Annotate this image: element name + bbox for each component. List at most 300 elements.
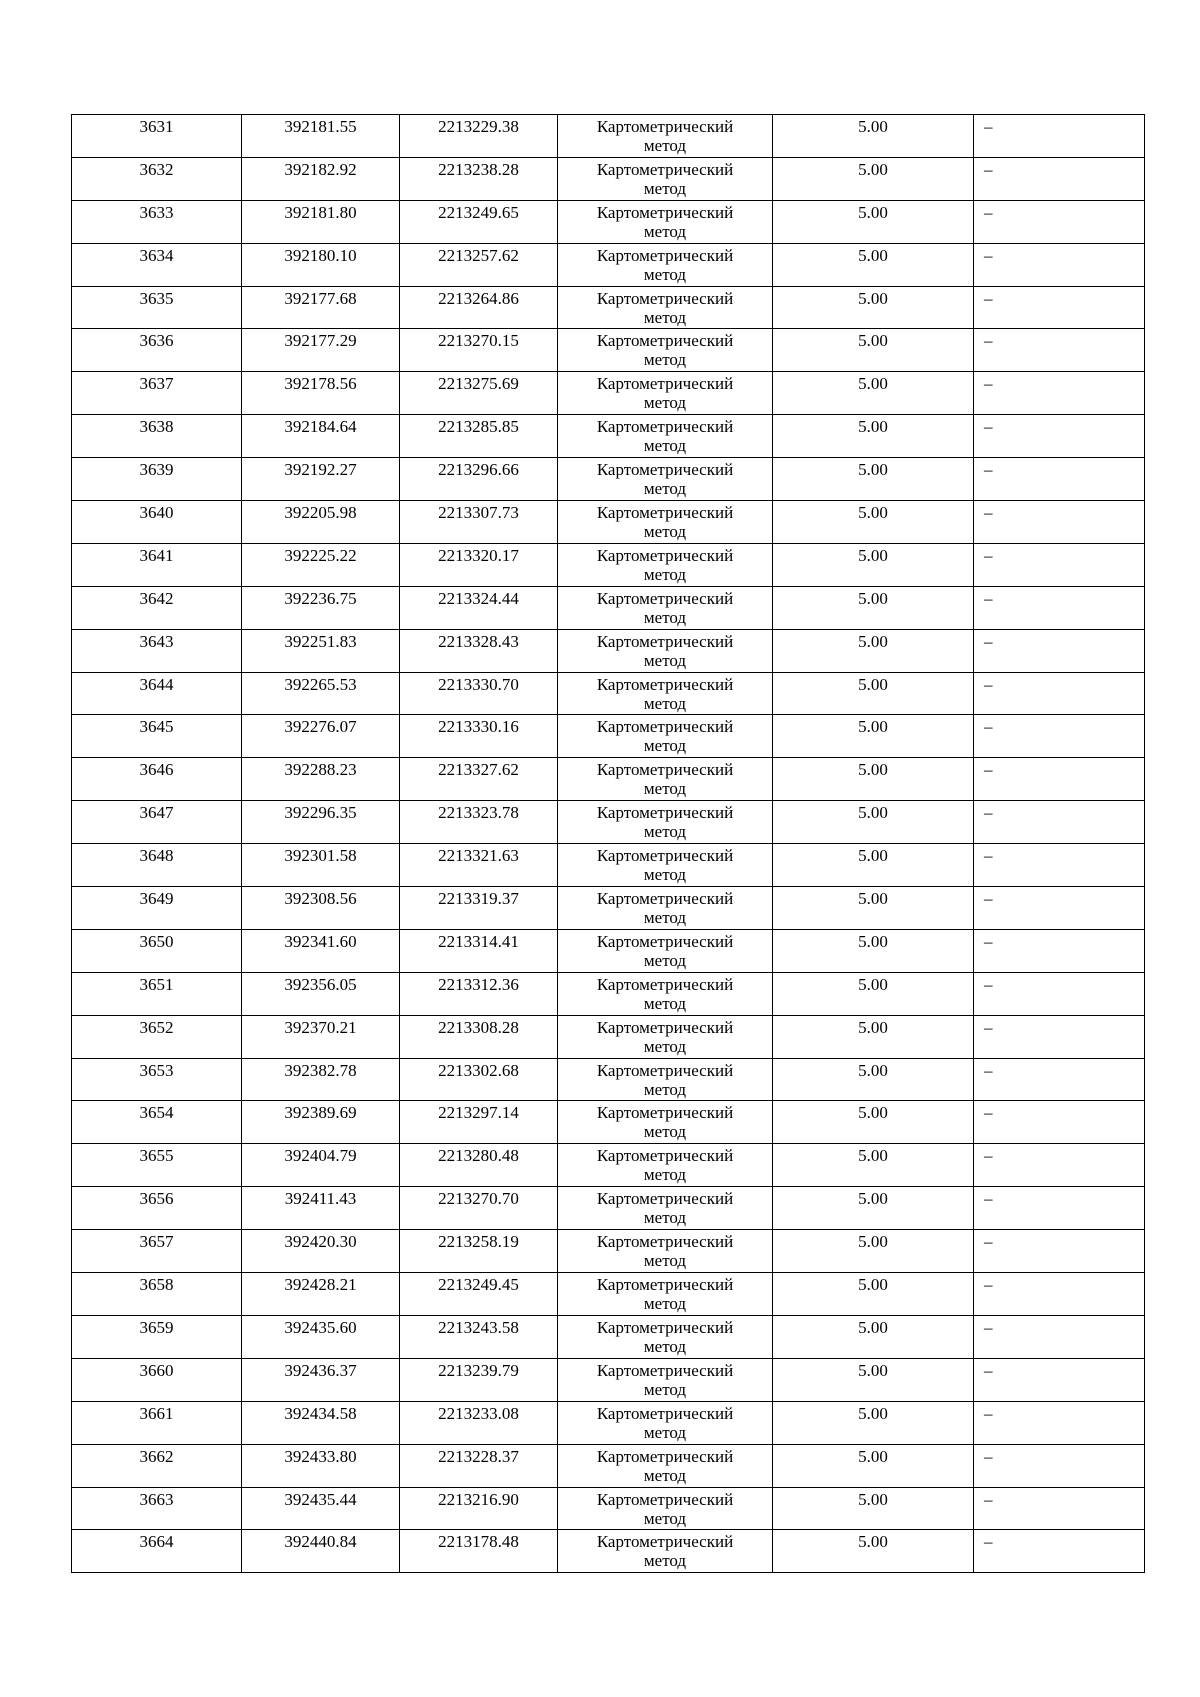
y-coordinate-cell	[400, 801, 558, 844]
y-coordinate-cell	[400, 1058, 558, 1101]
table-row	[72, 929, 1145, 972]
accuracy-cell	[773, 1530, 974, 1573]
method-line-2: метод	[643, 650, 687, 670]
point-number-text: 3634	[139, 245, 174, 265]
method-cell	[558, 715, 773, 758]
x-coordinate-text: 392192.27	[284, 460, 357, 480]
table-row	[72, 1358, 1145, 1401]
accuracy-cell	[773, 1144, 974, 1187]
method-line-2: метод	[643, 736, 687, 756]
method-cell	[558, 586, 773, 629]
accuracy-text: 5.00	[858, 117, 888, 136]
description-text: –	[984, 1146, 993, 1166]
x-coordinate-cell	[242, 286, 400, 329]
table-row	[72, 1144, 1145, 1187]
point-number-text: 3655	[139, 1146, 174, 1166]
x-coordinate-text: 392177.29	[284, 331, 357, 351]
description-cell	[974, 1101, 1145, 1144]
method-line-1: Картометрический	[596, 460, 734, 480]
table-row	[72, 286, 1145, 329]
x-coordinate-text: 392181.80	[284, 202, 357, 222]
x-coordinate-cell	[242, 758, 400, 801]
method-cell	[558, 929, 773, 972]
method-line-2: метод	[643, 479, 687, 499]
x-coordinate-text: 392177.68	[284, 288, 357, 308]
y-coordinate-text: 2213243.58	[438, 1317, 519, 1337]
accuracy-cell	[773, 1315, 974, 1358]
point-number-cell	[72, 501, 242, 544]
method-line-1: Картометрический	[596, 202, 734, 222]
method-line-2: метод	[643, 779, 687, 799]
y-coordinate-cell	[400, 586, 558, 629]
method-line-1: Картометрический	[596, 803, 734, 823]
x-coordinate-cell	[242, 972, 400, 1015]
method-line-2: метод	[643, 136, 687, 155]
point-number-text: 3640	[139, 503, 174, 523]
x-coordinate-text: 392205.98	[284, 503, 357, 523]
table-row	[72, 1315, 1145, 1358]
point-number-text: 3638	[139, 417, 174, 437]
x-coordinate-cell	[242, 1101, 400, 1144]
point-number-cell	[72, 1315, 242, 1358]
method-cell	[558, 1444, 773, 1487]
accuracy-text: 5.00	[858, 245, 888, 265]
method-line-2: метод	[643, 1036, 687, 1056]
accuracy-text: 5.00	[858, 1275, 888, 1295]
y-coordinate-cell	[400, 115, 558, 158]
description-text: –	[984, 1275, 993, 1295]
description-text: –	[984, 974, 993, 994]
table-row	[72, 458, 1145, 501]
x-coordinate-text: 392436.37	[284, 1360, 357, 1380]
accuracy-text: 5.00	[858, 803, 888, 823]
description-cell	[974, 200, 1145, 243]
x-coordinate-text: 392434.58	[284, 1403, 357, 1423]
method-line-2: метод	[643, 993, 687, 1013]
method-cell	[558, 758, 773, 801]
method-line-2: метод	[643, 1079, 687, 1099]
y-coordinate-cell	[400, 1144, 558, 1187]
y-coordinate-cell	[400, 1187, 558, 1230]
description-cell	[974, 758, 1145, 801]
method-cell	[558, 1358, 773, 1401]
method-line-1: Картометрический	[596, 1103, 734, 1123]
method-cell	[558, 672, 773, 715]
table-row	[72, 887, 1145, 930]
y-coordinate-text: 2213285.85	[438, 417, 519, 437]
point-number-cell	[72, 243, 242, 286]
accuracy-cell	[773, 286, 974, 329]
table-row	[72, 972, 1145, 1015]
method-line-1: Картометрический	[596, 374, 734, 394]
accuracy-text: 5.00	[858, 545, 888, 565]
x-coordinate-text: 392341.60	[284, 931, 357, 951]
table-row	[72, 543, 1145, 586]
accuracy-cell	[773, 157, 974, 200]
description-cell	[974, 329, 1145, 372]
accuracy-cell	[773, 329, 974, 372]
method-line-2: метод	[643, 221, 687, 241]
point-number-text: 3659	[139, 1317, 174, 1337]
point-number-text: 3662	[139, 1446, 174, 1466]
accuracy-cell	[773, 372, 974, 415]
x-coordinate-cell	[242, 1058, 400, 1101]
point-number-text: 3648	[139, 846, 174, 866]
point-number-cell	[72, 672, 242, 715]
description-cell	[974, 972, 1145, 1015]
accuracy-text: 5.00	[858, 1103, 888, 1123]
method-line-1: Картометрический	[596, 588, 734, 608]
accuracy-text: 5.00	[858, 760, 888, 780]
method-line-2: метод	[643, 1165, 687, 1185]
x-coordinate-cell	[242, 372, 400, 415]
method-line-2: метод	[643, 1379, 687, 1399]
y-coordinate-text: 2213323.78	[438, 803, 519, 823]
table-row	[72, 715, 1145, 758]
method-line-2: метод	[643, 1551, 687, 1571]
x-coordinate-cell	[242, 629, 400, 672]
table-row	[72, 200, 1145, 243]
point-number-cell	[72, 1101, 242, 1144]
x-coordinate-text: 392301.58	[284, 846, 357, 866]
y-coordinate-text: 2213320.17	[438, 545, 519, 565]
description-text: –	[984, 159, 993, 179]
method-line-2: метод	[643, 307, 687, 327]
accuracy-cell	[773, 1187, 974, 1230]
x-coordinate-cell	[242, 501, 400, 544]
point-number-cell	[72, 715, 242, 758]
point-number-cell	[72, 458, 242, 501]
method-cell	[558, 1273, 773, 1316]
description-cell	[974, 629, 1145, 672]
description-text: –	[984, 931, 993, 951]
point-number-cell	[72, 1144, 242, 1187]
description-cell	[974, 929, 1145, 972]
accuracy-text: 5.00	[858, 1360, 888, 1380]
method-line-1: Картометрический	[596, 545, 734, 565]
method-line-1: Картометрический	[596, 717, 734, 737]
table-row	[72, 1230, 1145, 1273]
x-coordinate-text: 392180.10	[284, 245, 357, 265]
y-coordinate-cell	[400, 243, 558, 286]
method-line-1: Картометрический	[596, 1017, 734, 1037]
table-row	[72, 1444, 1145, 1487]
y-coordinate-cell	[400, 372, 558, 415]
x-coordinate-cell	[242, 200, 400, 243]
method-cell	[558, 1230, 773, 1273]
x-coordinate-text: 392428.21	[284, 1275, 357, 1295]
description-cell	[974, 1144, 1145, 1187]
x-coordinate-text: 392382.78	[284, 1060, 357, 1080]
accuracy-cell	[773, 243, 974, 286]
point-number-cell	[72, 758, 242, 801]
description-cell	[974, 1230, 1145, 1273]
method-cell	[558, 115, 773, 158]
point-number-cell	[72, 115, 242, 158]
accuracy-cell	[773, 758, 974, 801]
y-coordinate-cell	[400, 1273, 558, 1316]
method-line-1: Картометрический	[596, 159, 734, 179]
description-text: –	[984, 460, 993, 480]
method-line-1: Картометрический	[596, 1489, 734, 1509]
x-coordinate-cell	[242, 329, 400, 372]
accuracy-cell	[773, 1487, 974, 1530]
x-coordinate-text: 392308.56	[284, 889, 357, 909]
accuracy-text: 5.00	[858, 1403, 888, 1423]
x-coordinate-text: 392411.43	[284, 1189, 357, 1209]
y-coordinate-text: 2213229.38	[438, 117, 519, 136]
point-number-cell	[72, 1058, 242, 1101]
point-number-cell	[72, 1358, 242, 1401]
method-line-1: Картометрический	[596, 889, 734, 909]
accuracy-text: 5.00	[858, 1232, 888, 1252]
description-text: –	[984, 717, 993, 737]
method-line-1: Картометрический	[596, 1060, 734, 1080]
point-number-text: 3645	[139, 717, 174, 737]
accuracy-text: 5.00	[858, 503, 888, 523]
accuracy-text: 5.00	[858, 1532, 888, 1552]
x-coordinate-cell	[242, 672, 400, 715]
method-line-2: метод	[643, 1508, 687, 1528]
description-cell	[974, 1315, 1145, 1358]
description-text: –	[984, 1360, 993, 1380]
point-number-cell	[72, 1401, 242, 1444]
method-line-1: Картометрический	[596, 1232, 734, 1252]
accuracy-cell	[773, 1358, 974, 1401]
accuracy-text: 5.00	[858, 974, 888, 994]
description-cell	[974, 1530, 1145, 1573]
x-coordinate-cell	[242, 1144, 400, 1187]
accuracy-text: 5.00	[858, 588, 888, 608]
description-text: –	[984, 588, 993, 608]
x-coordinate-text: 392178.56	[284, 374, 357, 394]
description-cell	[974, 1487, 1145, 1530]
accuracy-cell	[773, 415, 974, 458]
point-number-cell	[72, 844, 242, 887]
point-number-cell	[72, 1487, 242, 1530]
accuracy-text: 5.00	[858, 1060, 888, 1080]
x-coordinate-cell	[242, 1358, 400, 1401]
y-coordinate-cell	[400, 629, 558, 672]
description-text: –	[984, 503, 993, 523]
method-line-1: Картометрический	[596, 1532, 734, 1552]
method-line-2: метод	[643, 865, 687, 885]
accuracy-text: 5.00	[858, 931, 888, 951]
description-cell	[974, 458, 1145, 501]
description-cell	[974, 887, 1145, 930]
method-cell	[558, 1015, 773, 1058]
x-coordinate-cell	[242, 844, 400, 887]
description-text: –	[984, 1317, 993, 1337]
method-cell	[558, 1187, 773, 1230]
method-cell	[558, 844, 773, 887]
description-text: –	[984, 117, 993, 136]
x-coordinate-cell	[242, 929, 400, 972]
method-line-1: Картометрический	[596, 631, 734, 651]
accuracy-text: 5.00	[858, 889, 888, 909]
method-cell	[558, 801, 773, 844]
method-line-2: метод	[643, 178, 687, 198]
point-number-text: 3646	[139, 760, 174, 780]
method-cell	[558, 629, 773, 672]
y-coordinate-cell	[400, 543, 558, 586]
y-coordinate-text: 2213264.86	[438, 288, 519, 308]
method-cell	[558, 1530, 773, 1573]
y-coordinate-cell	[400, 1401, 558, 1444]
coordinates-table-body	[72, 115, 1145, 1573]
method-cell	[558, 157, 773, 200]
method-cell	[558, 200, 773, 243]
description-text: –	[984, 417, 993, 437]
y-coordinate-text: 2213178.48	[438, 1532, 519, 1552]
accuracy-cell	[773, 1058, 974, 1101]
table-row	[72, 1101, 1145, 1144]
x-coordinate-text: 392435.44	[284, 1489, 357, 1509]
point-number-text: 3660	[139, 1360, 174, 1380]
method-line-1: Картометрический	[596, 1146, 734, 1166]
accuracy-text: 5.00	[858, 1489, 888, 1509]
method-line-2: метод	[643, 264, 687, 284]
point-number-cell	[72, 1230, 242, 1273]
x-coordinate-cell	[242, 1230, 400, 1273]
description-text: –	[984, 1060, 993, 1080]
method-cell	[558, 1058, 773, 1101]
point-number-text: 3658	[139, 1275, 174, 1295]
x-coordinate-cell	[242, 115, 400, 158]
accuracy-cell	[773, 801, 974, 844]
point-number-cell	[72, 1444, 242, 1487]
y-coordinate-text: 2213312.36	[438, 974, 519, 994]
point-number-text: 3633	[139, 202, 174, 222]
y-coordinate-cell	[400, 200, 558, 243]
description-text: –	[984, 674, 993, 694]
x-coordinate-cell	[242, 887, 400, 930]
y-coordinate-text: 2213328.43	[438, 631, 519, 651]
y-coordinate-cell	[400, 929, 558, 972]
table-row	[72, 329, 1145, 372]
description-cell	[974, 115, 1145, 158]
accuracy-cell	[773, 1401, 974, 1444]
description-cell	[974, 286, 1145, 329]
y-coordinate-cell	[400, 1101, 558, 1144]
accuracy-cell	[773, 1101, 974, 1144]
point-number-text: 3656	[139, 1189, 174, 1209]
description-text: –	[984, 803, 993, 823]
table-row	[72, 372, 1145, 415]
x-coordinate-text: 392440.84	[284, 1532, 357, 1552]
accuracy-text: 5.00	[858, 202, 888, 222]
method-cell	[558, 543, 773, 586]
x-coordinate-cell	[242, 243, 400, 286]
y-coordinate-text: 2213321.63	[438, 846, 519, 866]
y-coordinate-text: 2213270.15	[438, 331, 519, 351]
y-coordinate-cell	[400, 501, 558, 544]
description-cell	[974, 1401, 1145, 1444]
description-cell	[974, 501, 1145, 544]
description-text: –	[984, 374, 993, 394]
description-text: –	[984, 760, 993, 780]
method-cell	[558, 1101, 773, 1144]
description-text: –	[984, 331, 993, 351]
point-number-cell	[72, 200, 242, 243]
y-coordinate-cell	[400, 286, 558, 329]
method-line-1: Картометрический	[596, 1360, 734, 1380]
point-number-cell	[72, 929, 242, 972]
point-number-cell	[72, 329, 242, 372]
point-number-cell	[72, 629, 242, 672]
y-coordinate-cell	[400, 1530, 558, 1573]
y-coordinate-text: 2213307.73	[438, 503, 519, 523]
accuracy-cell	[773, 1230, 974, 1273]
y-coordinate-cell	[400, 758, 558, 801]
x-coordinate-text: 392265.53	[284, 674, 357, 694]
description-cell	[974, 844, 1145, 887]
point-number-cell	[72, 286, 242, 329]
method-line-1: Картометрический	[596, 503, 734, 523]
method-cell	[558, 372, 773, 415]
x-coordinate-cell	[242, 458, 400, 501]
table-row	[72, 1058, 1145, 1101]
method-line-1: Картометрический	[596, 331, 734, 351]
description-text: –	[984, 1189, 993, 1209]
y-coordinate-cell	[400, 415, 558, 458]
description-text: –	[984, 202, 993, 222]
point-number-text: 3639	[139, 460, 174, 480]
point-number-text: 3631	[139, 117, 174, 136]
description-cell	[974, 1358, 1145, 1401]
method-line-1: Картометрический	[596, 760, 734, 780]
x-coordinate-text: 392296.35	[284, 803, 357, 823]
point-number-text: 3647	[139, 803, 174, 823]
method-line-1: Картометрический	[596, 1189, 734, 1209]
y-coordinate-text: 2213324.44	[438, 588, 519, 608]
y-coordinate-cell	[400, 1487, 558, 1530]
method-cell	[558, 458, 773, 501]
y-coordinate-text: 2213258.19	[438, 1232, 519, 1252]
method-cell	[558, 329, 773, 372]
point-number-text: 3651	[139, 974, 174, 994]
description-text: –	[984, 1103, 993, 1123]
y-coordinate-cell	[400, 715, 558, 758]
x-coordinate-cell	[242, 157, 400, 200]
table-row	[72, 1273, 1145, 1316]
table-row	[72, 115, 1145, 158]
description-cell	[974, 715, 1145, 758]
table-row	[72, 157, 1145, 200]
method-line-2: метод	[643, 1336, 687, 1356]
y-coordinate-text: 2213275.69	[438, 374, 519, 394]
point-number-cell	[72, 801, 242, 844]
description-text: –	[984, 1403, 993, 1423]
accuracy-text: 5.00	[858, 288, 888, 308]
table-row	[72, 1401, 1145, 1444]
x-coordinate-cell	[242, 543, 400, 586]
accuracy-text: 5.00	[858, 331, 888, 351]
y-coordinate-text: 2213238.28	[438, 159, 519, 179]
method-line-2: метод	[643, 1465, 687, 1485]
table-row	[72, 1487, 1145, 1530]
point-number-cell	[72, 157, 242, 200]
x-coordinate-cell	[242, 1015, 400, 1058]
table-row	[72, 415, 1145, 458]
method-line-1: Картометрический	[596, 1275, 734, 1295]
y-coordinate-cell	[400, 1358, 558, 1401]
accuracy-cell	[773, 972, 974, 1015]
accuracy-text: 5.00	[858, 417, 888, 437]
x-coordinate-text: 392181.55	[284, 117, 357, 136]
y-coordinate-text: 2213314.41	[438, 931, 519, 951]
method-line-1: Картометрический	[596, 417, 734, 437]
